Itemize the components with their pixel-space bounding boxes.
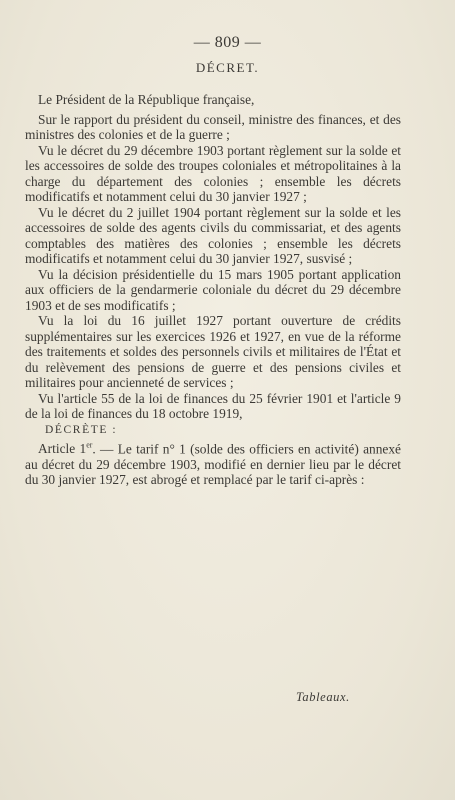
catchword-tableaux: Tableaux. xyxy=(296,690,350,704)
paragraph-vu-loi-1927: Vu la loi du 16 juillet 1927 portant ouverture de crédits supplémentaires sur les exercices 1926 et 1927, en vue de la réforme des traitements et soldes des personnels civils et militaires de l'État et du relèvement des pensions de guerre et des pensions civiles et militaires pour ancienneté de services ; xyxy=(25,313,401,390)
paragraph-vu-article-55: Vu l'article 55 de la loi de finances du 25 février 1901 et l'article 9 de la loi de finances du 18 octobre 1919, xyxy=(25,390,401,421)
article-number xyxy=(38,441,92,456)
paragraph-vu-decret-1903: Vu le décret du 29 décembre 1903 portant règlement sur la solde et les accessoires de solde des troupes coloniales et métropolitaines à la charge du département des colonies ; ensemble les décrets modificatifs et notamment celui du 30 janvier 1927 ; xyxy=(25,142,401,204)
paragraph-vu-decision-1905: Vu la décision présidentielle du 15 mars 1905 portant application aux officiers de la gendarmerie coloniale du décret du 29 décembre 1903 et de ses modificatifs ; xyxy=(25,266,401,313)
opening-line: Le Président de la République française, xyxy=(38,92,255,107)
article-text: . — Le tarif n° 1 (solde des officiers en activité) annexé au décret du 29 décembre 1903, modifié en dernier lieu par le décret du 30 janvier 1927, est abrogé et remplacé par le tarif ci-après : xyxy=(25,441,401,488)
article-1-paragraph xyxy=(25,438,401,488)
page-number: — 809 — xyxy=(193,34,262,51)
paragraph-rapport: Sur le rapport du président du conseil, ministre des finances, et des ministres des colonies et de la guerre ; xyxy=(25,111,401,142)
article-prefix: Article 1 xyxy=(38,441,87,457)
article-suffix: er xyxy=(86,441,93,450)
document-body xyxy=(25,92,401,488)
document-heading: DÉCRET. xyxy=(195,60,260,75)
decrete-label: DÉCRÈTE : xyxy=(45,423,118,436)
paragraph-vu-decret-1904: Vu le décret du 2 juillet 1904 portant règlement sur la solde et les accessoires de solde des agents civils du commissariat, et des agents comptables des matières des colonies ; ensemble les décrets modificatifs et notamment celui du 30 janvier 1927, susvisé ; xyxy=(25,204,401,266)
